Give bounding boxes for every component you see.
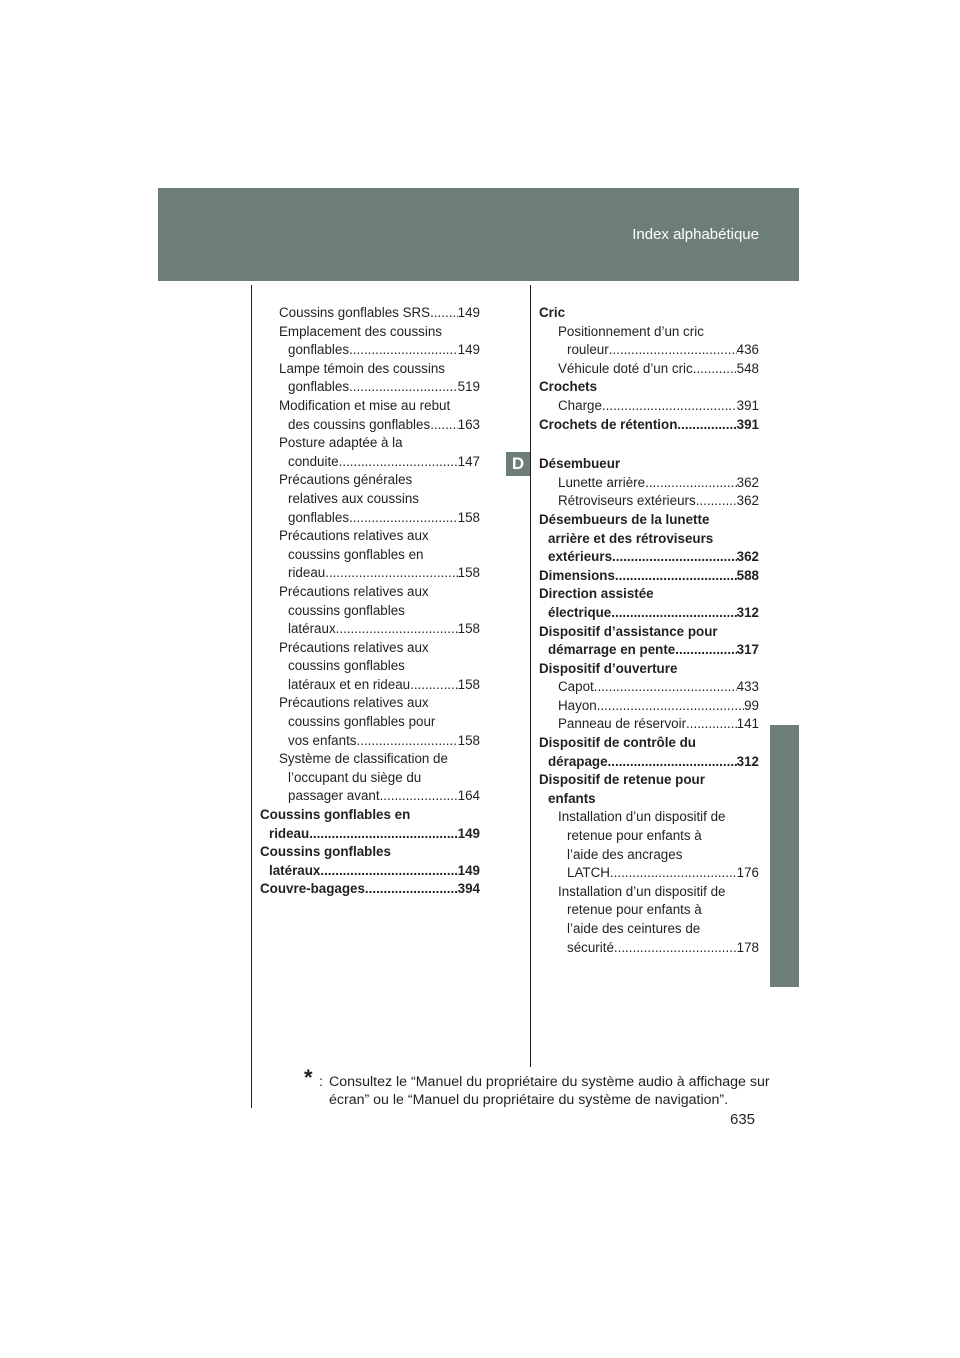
entry-text: Désembueur bbox=[539, 456, 621, 472]
entry-line-with-page bbox=[260, 862, 480, 881]
index-entry bbox=[539, 660, 759, 679]
entry-line-with-page bbox=[279, 509, 480, 528]
index-entry bbox=[539, 697, 759, 716]
index-entry bbox=[260, 750, 480, 806]
dot-leader bbox=[696, 492, 737, 511]
entry-text: l’aide des ancrages bbox=[567, 846, 683, 862]
index-entry bbox=[260, 843, 480, 880]
entry-page: 312 bbox=[736, 753, 759, 769]
entry-text: Désembueurs de la lunette bbox=[539, 511, 710, 527]
entry-page: 149 bbox=[457, 342, 480, 358]
index-entry bbox=[260, 527, 480, 583]
entry-text: l’aide des ceintures de bbox=[567, 921, 701, 936]
left-rule bbox=[251, 285, 252, 1108]
entry-text: sécurité bbox=[567, 939, 614, 955]
entry-page: 141 bbox=[736, 716, 759, 732]
entry-page: 158 bbox=[457, 676, 480, 692]
entry-text: Précautions générales bbox=[279, 472, 413, 488]
entry-text: Modification et mise au rebut bbox=[279, 397, 451, 413]
dot-leader bbox=[608, 753, 737, 772]
dot-leader bbox=[612, 548, 737, 567]
entry-page: 588 bbox=[736, 567, 759, 583]
index-entry bbox=[539, 734, 759, 771]
entry-page: 176 bbox=[736, 865, 759, 881]
entry-page: 149 bbox=[457, 305, 480, 320]
dot-leader bbox=[677, 416, 736, 435]
entry-text: Positionnement d’un cric bbox=[558, 323, 704, 339]
header-band bbox=[158, 188, 799, 281]
entry-line-with-page bbox=[260, 880, 480, 899]
entry-text: électrique bbox=[548, 604, 612, 620]
index-entry bbox=[260, 806, 480, 843]
entry-line-with-page bbox=[558, 939, 759, 958]
entry-text: conduite bbox=[288, 453, 339, 469]
entry-text: Capot bbox=[558, 679, 594, 695]
entry-line-with-page bbox=[558, 341, 759, 360]
index-entry bbox=[539, 492, 759, 511]
index-entry bbox=[539, 397, 759, 416]
entry-text: Précautions relatives aux bbox=[279, 695, 429, 711]
index-entry bbox=[260, 694, 480, 750]
index-entry bbox=[539, 715, 759, 734]
dot-leader bbox=[693, 360, 737, 379]
entry-text: Véhicule doté d’un cric bbox=[558, 360, 693, 376]
entry-text: Coussins gonflables SRS bbox=[279, 305, 431, 320]
entry-line-with-page bbox=[539, 416, 759, 435]
index-entry bbox=[539, 678, 759, 697]
dot-leader bbox=[325, 564, 457, 583]
entry-text: Rétroviseurs extérieurs bbox=[558, 493, 696, 509]
entry-text: Direction assistée bbox=[539, 586, 654, 602]
entry-page: 149 bbox=[457, 862, 480, 878]
entry-text: Crochets de rétention bbox=[539, 416, 678, 432]
entry-text: Dimensions bbox=[539, 567, 615, 583]
entry-line-with-page bbox=[539, 641, 759, 660]
entry-text: l’occupant du siège du bbox=[288, 769, 422, 785]
dot-leader bbox=[610, 864, 737, 883]
entry-text: dérapage bbox=[548, 753, 608, 769]
entry-text: Coussins gonflables en bbox=[260, 807, 411, 823]
entry-text: Hayon bbox=[558, 697, 597, 713]
index-entry bbox=[539, 771, 759, 808]
entry-page: 362 bbox=[736, 474, 759, 490]
index-entry bbox=[260, 471, 480, 527]
entry-text: Système de classification de bbox=[279, 751, 448, 767]
entry-text: Précautions relatives aux bbox=[279, 583, 429, 599]
entry-text: retenue pour enfants à bbox=[567, 828, 702, 844]
entry-text: rideau bbox=[269, 825, 310, 841]
entry-text: Précautions relatives aux bbox=[279, 639, 429, 655]
dot-leader bbox=[410, 676, 458, 695]
entry-text: Couvre-bagages bbox=[260, 881, 365, 897]
entry-line-with-page bbox=[279, 676, 480, 695]
entry-text: Lampe témoin des coussins bbox=[279, 360, 445, 376]
index-entry bbox=[260, 397, 480, 434]
entry-text: coussins gonflables bbox=[288, 602, 405, 618]
entry-page: 158 bbox=[457, 621, 480, 637]
entry-text: Crochets bbox=[539, 379, 598, 395]
index-entry bbox=[539, 378, 759, 397]
entry-line-with-page bbox=[279, 341, 480, 360]
index-entry bbox=[260, 639, 480, 695]
entry-text: Coussins gonflables bbox=[260, 844, 391, 860]
entry-gap bbox=[539, 434, 759, 455]
dot-leader bbox=[594, 678, 737, 697]
entry-text: gonflables bbox=[288, 509, 350, 525]
index-column-left bbox=[260, 304, 480, 899]
entry-line-with-page bbox=[539, 548, 759, 567]
index-entry bbox=[539, 323, 759, 360]
entry-text: coussins gonflables en bbox=[288, 546, 424, 562]
footnote-separator: : bbox=[319, 1074, 323, 1090]
dot-leader bbox=[675, 641, 736, 660]
column-divider bbox=[530, 285, 531, 1067]
entry-text: démarrage en pente bbox=[548, 642, 676, 658]
entry-page: 99 bbox=[744, 697, 759, 713]
entry-page: 312 bbox=[736, 604, 759, 620]
entry-text: extérieurs bbox=[548, 549, 613, 565]
entry-text: retenue pour enfants à bbox=[567, 902, 702, 918]
entry-page: 163 bbox=[457, 416, 480, 432]
entry-text: passager avant bbox=[288, 788, 380, 804]
entry-line-with-page bbox=[279, 378, 480, 397]
entry-text: enfants bbox=[548, 790, 596, 806]
dot-leader bbox=[430, 416, 457, 435]
dot-leader bbox=[645, 474, 737, 493]
index-entry bbox=[539, 474, 759, 493]
dot-leader bbox=[349, 341, 458, 360]
entry-page: 436 bbox=[736, 342, 759, 358]
entry-text: Emplacement des coussins bbox=[279, 323, 442, 339]
dot-leader bbox=[686, 715, 737, 734]
entry-page: 164 bbox=[457, 788, 480, 804]
entry-text: Installation d’un dispositif de bbox=[558, 883, 726, 899]
entry-text: Panneau de réservoir bbox=[558, 716, 687, 732]
entry-page: 394 bbox=[457, 881, 480, 897]
entry-line-with-page bbox=[279, 304, 480, 323]
entry-line-with-page bbox=[558, 715, 759, 734]
footnote bbox=[304, 1065, 774, 1109]
index-entry bbox=[539, 883, 759, 957]
entry-text: coussins gonflables bbox=[288, 658, 405, 674]
page-number: 635 bbox=[730, 1111, 756, 1128]
entry-line-with-page bbox=[539, 604, 759, 623]
index-entry bbox=[260, 323, 480, 360]
entry-line-with-page bbox=[558, 678, 759, 697]
index-entry bbox=[539, 360, 759, 379]
index-entry bbox=[539, 567, 759, 586]
dot-leader bbox=[380, 787, 458, 806]
entry-page: 362 bbox=[736, 493, 759, 509]
entry-line-with-page bbox=[558, 360, 759, 379]
entry-page: 433 bbox=[736, 679, 759, 695]
entry-page: 391 bbox=[736, 397, 759, 413]
entry-line-with-page bbox=[558, 864, 759, 883]
index-entry bbox=[260, 360, 480, 397]
entry-line-with-page bbox=[558, 397, 759, 416]
entry-text: arrière et des rétroviseurs bbox=[548, 530, 714, 546]
entry-text: Dispositif d’assistance pour bbox=[539, 623, 718, 639]
entry-text: gonflables bbox=[288, 342, 350, 358]
entry-text: relatives aux coussins bbox=[288, 490, 419, 506]
entry-text: gonflables bbox=[288, 379, 350, 395]
entry-text: rideau bbox=[288, 565, 326, 581]
entry-page: 519 bbox=[457, 379, 480, 395]
dot-leader bbox=[320, 862, 457, 881]
index-entry bbox=[539, 304, 759, 323]
dot-leader bbox=[349, 509, 458, 528]
entry-page: 158 bbox=[457, 509, 480, 525]
entry-text: Posture adaptée à la bbox=[279, 435, 403, 451]
index-entry bbox=[260, 304, 480, 323]
header-title: Index alphabétique bbox=[632, 226, 759, 243]
index-entry bbox=[539, 808, 759, 882]
dot-leader bbox=[356, 732, 457, 751]
entry-line-with-page bbox=[558, 697, 759, 716]
letter-tab: D bbox=[506, 452, 530, 476]
entry-line-with-page bbox=[279, 416, 480, 435]
entry-text: rouleur bbox=[567, 342, 609, 358]
dot-leader bbox=[611, 604, 736, 623]
entry-text: latéraux et en rideau bbox=[288, 676, 411, 692]
dot-leader bbox=[602, 397, 737, 416]
dot-leader bbox=[614, 939, 737, 958]
entry-line-with-page bbox=[558, 474, 759, 493]
entry-text: latéraux bbox=[288, 621, 336, 637]
entry-text: Dispositif de contrôle du bbox=[539, 735, 696, 751]
entry-page: 362 bbox=[736, 549, 759, 565]
entry-text: des coussins gonflables bbox=[288, 416, 431, 432]
index-entry bbox=[539, 455, 759, 474]
dot-leader bbox=[430, 304, 458, 323]
footnote-text: Consultez le “Manuel du propriétaire du système audio à affichage sur écran” ou le “Manuel du propriétaire du système de navigation”. bbox=[329, 1074, 770, 1108]
dot-leader bbox=[597, 697, 744, 716]
entry-line-with-page bbox=[279, 564, 480, 583]
entry-text: Charge bbox=[558, 397, 602, 413]
entry-page: 149 bbox=[457, 825, 480, 841]
entry-page: 548 bbox=[736, 360, 759, 376]
dot-leader bbox=[365, 880, 458, 899]
entry-line-with-page bbox=[260, 825, 480, 844]
entry-text: coussins gonflables pour bbox=[288, 714, 436, 730]
index-entry bbox=[539, 585, 759, 622]
entry-text: vos enfants bbox=[288, 732, 357, 748]
index-entry bbox=[260, 583, 480, 639]
index-entry bbox=[260, 434, 480, 471]
entry-text: Installation d’un dispositif de bbox=[558, 809, 726, 825]
entry-line-with-page bbox=[279, 787, 480, 806]
entry-page: 147 bbox=[457, 453, 480, 469]
entry-text: latéraux bbox=[269, 862, 321, 878]
entry-line-with-page bbox=[279, 453, 480, 472]
entry-line-with-page bbox=[539, 567, 759, 586]
index-entry bbox=[260, 880, 480, 899]
index-entry bbox=[539, 623, 759, 660]
dot-leader bbox=[609, 341, 737, 360]
entry-text: Cric bbox=[539, 305, 566, 320]
entry-line-with-page bbox=[279, 732, 480, 751]
entry-line-with-page bbox=[279, 620, 480, 639]
section-side-tab bbox=[770, 725, 799, 987]
entry-text: LATCH bbox=[567, 865, 610, 881]
entry-line-with-page bbox=[539, 753, 759, 772]
index-entry bbox=[539, 416, 759, 435]
index-column-right bbox=[539, 304, 759, 957]
entry-page: 178 bbox=[736, 939, 759, 955]
dot-leader bbox=[339, 453, 458, 472]
dot-leader bbox=[309, 825, 457, 844]
entry-page: 391 bbox=[736, 416, 759, 432]
footnote-star: * bbox=[304, 1065, 313, 1090]
entry-text: Précautions relatives aux bbox=[279, 528, 429, 544]
entry-text: Dispositif d’ouverture bbox=[539, 660, 678, 676]
entry-page: 158 bbox=[457, 732, 480, 748]
dot-leader bbox=[615, 567, 737, 586]
entry-line-with-page bbox=[558, 492, 759, 511]
entry-page: 317 bbox=[736, 642, 759, 658]
entry-text: Lunette arrière bbox=[558, 474, 646, 490]
dot-leader bbox=[336, 620, 458, 639]
entry-page: 158 bbox=[457, 565, 480, 581]
index-entry bbox=[539, 511, 759, 567]
entry-text: Dispositif de retenue pour bbox=[539, 772, 705, 788]
dot-leader bbox=[349, 378, 458, 397]
